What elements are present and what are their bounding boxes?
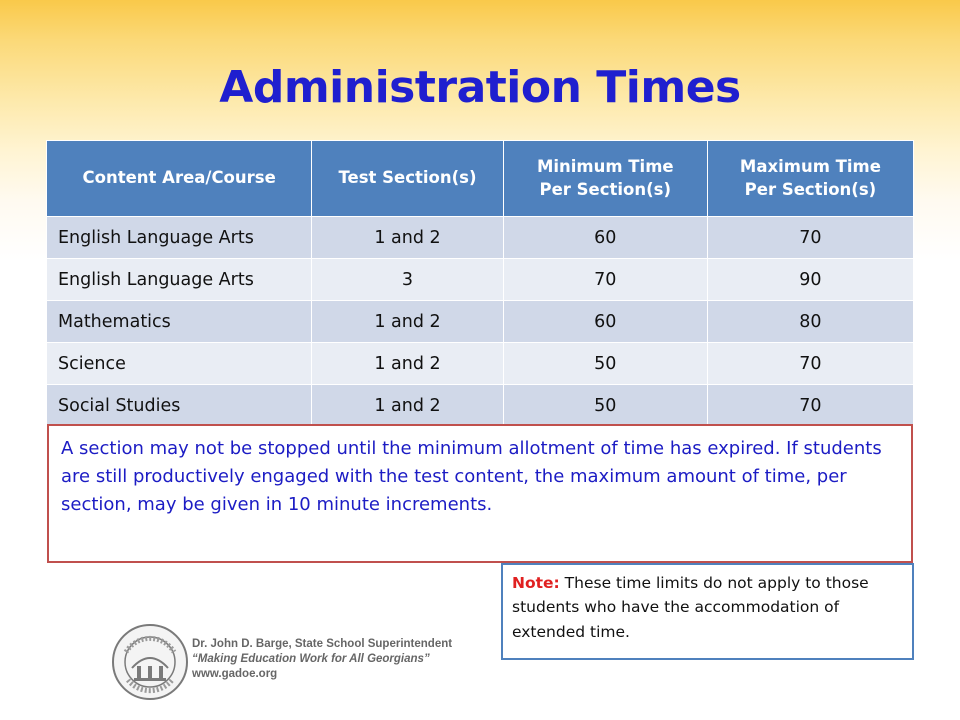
minimum-time-notice: A section may not be stopped until the minimum allotment of time has expired. If students are still productively engaged with the test content, the maximum amount of time, per section, may be given in 10 minute increments. [47,424,913,563]
cell-test-sections: 1 and 2 [312,301,503,343]
header-content-area: Content Area/Course [47,141,312,217]
cell-maximum-time: 70 [707,217,913,259]
department-of-education-seal-icon [110,622,190,702]
cell-minimum-time: 60 [503,301,707,343]
note-label: Note: [512,574,560,592]
cell-content-area: Mathematics [47,301,312,343]
cell-minimum-time: 50 [503,385,707,427]
cell-test-sections: 3 [312,259,503,301]
cell-content-area: English Language Arts [47,259,312,301]
footer-credits [192,637,452,682]
cell-maximum-time: 80 [707,301,913,343]
cell-test-sections: 1 and 2 [312,385,503,427]
cell-minimum-time: 50 [503,343,707,385]
header-maximum-time: Maximum Time Per Section(s) [707,141,913,217]
table-row [47,259,914,301]
table-row [47,301,914,343]
cell-test-sections: 1 and 2 [312,217,503,259]
table-row [47,343,914,385]
administration-times-table [46,140,914,427]
table-row [47,217,914,259]
footer-url: www.gadoe.org [192,667,278,680]
cell-maximum-time: 90 [707,259,913,301]
page-title: Administration Times [219,62,741,113]
cell-maximum-time: 70 [707,343,913,385]
header-minimum-time: Minimum Time Per Section(s) [503,141,707,217]
cell-maximum-time: 70 [707,385,913,427]
table-header-row [47,141,914,217]
extended-time-note [501,563,914,660]
cell-content-area: Science [47,343,312,385]
cell-content-area: English Language Arts [47,217,312,259]
cell-minimum-time: 70 [503,259,707,301]
superintendent-name: Dr. John D. Barge, State School Superintendent [192,638,453,650]
cell-test-sections: 1 and 2 [312,343,503,385]
cell-content-area: Social Studies [47,385,312,427]
table-row [47,385,914,427]
header-test-sections: Test Section(s) [312,141,503,217]
cell-minimum-time: 60 [503,217,707,259]
footer-motto: “Making Education Work for All Georgians” [192,652,430,665]
note-text: These time limits do not apply to those students who have the accommodation of extended time. [512,574,869,641]
